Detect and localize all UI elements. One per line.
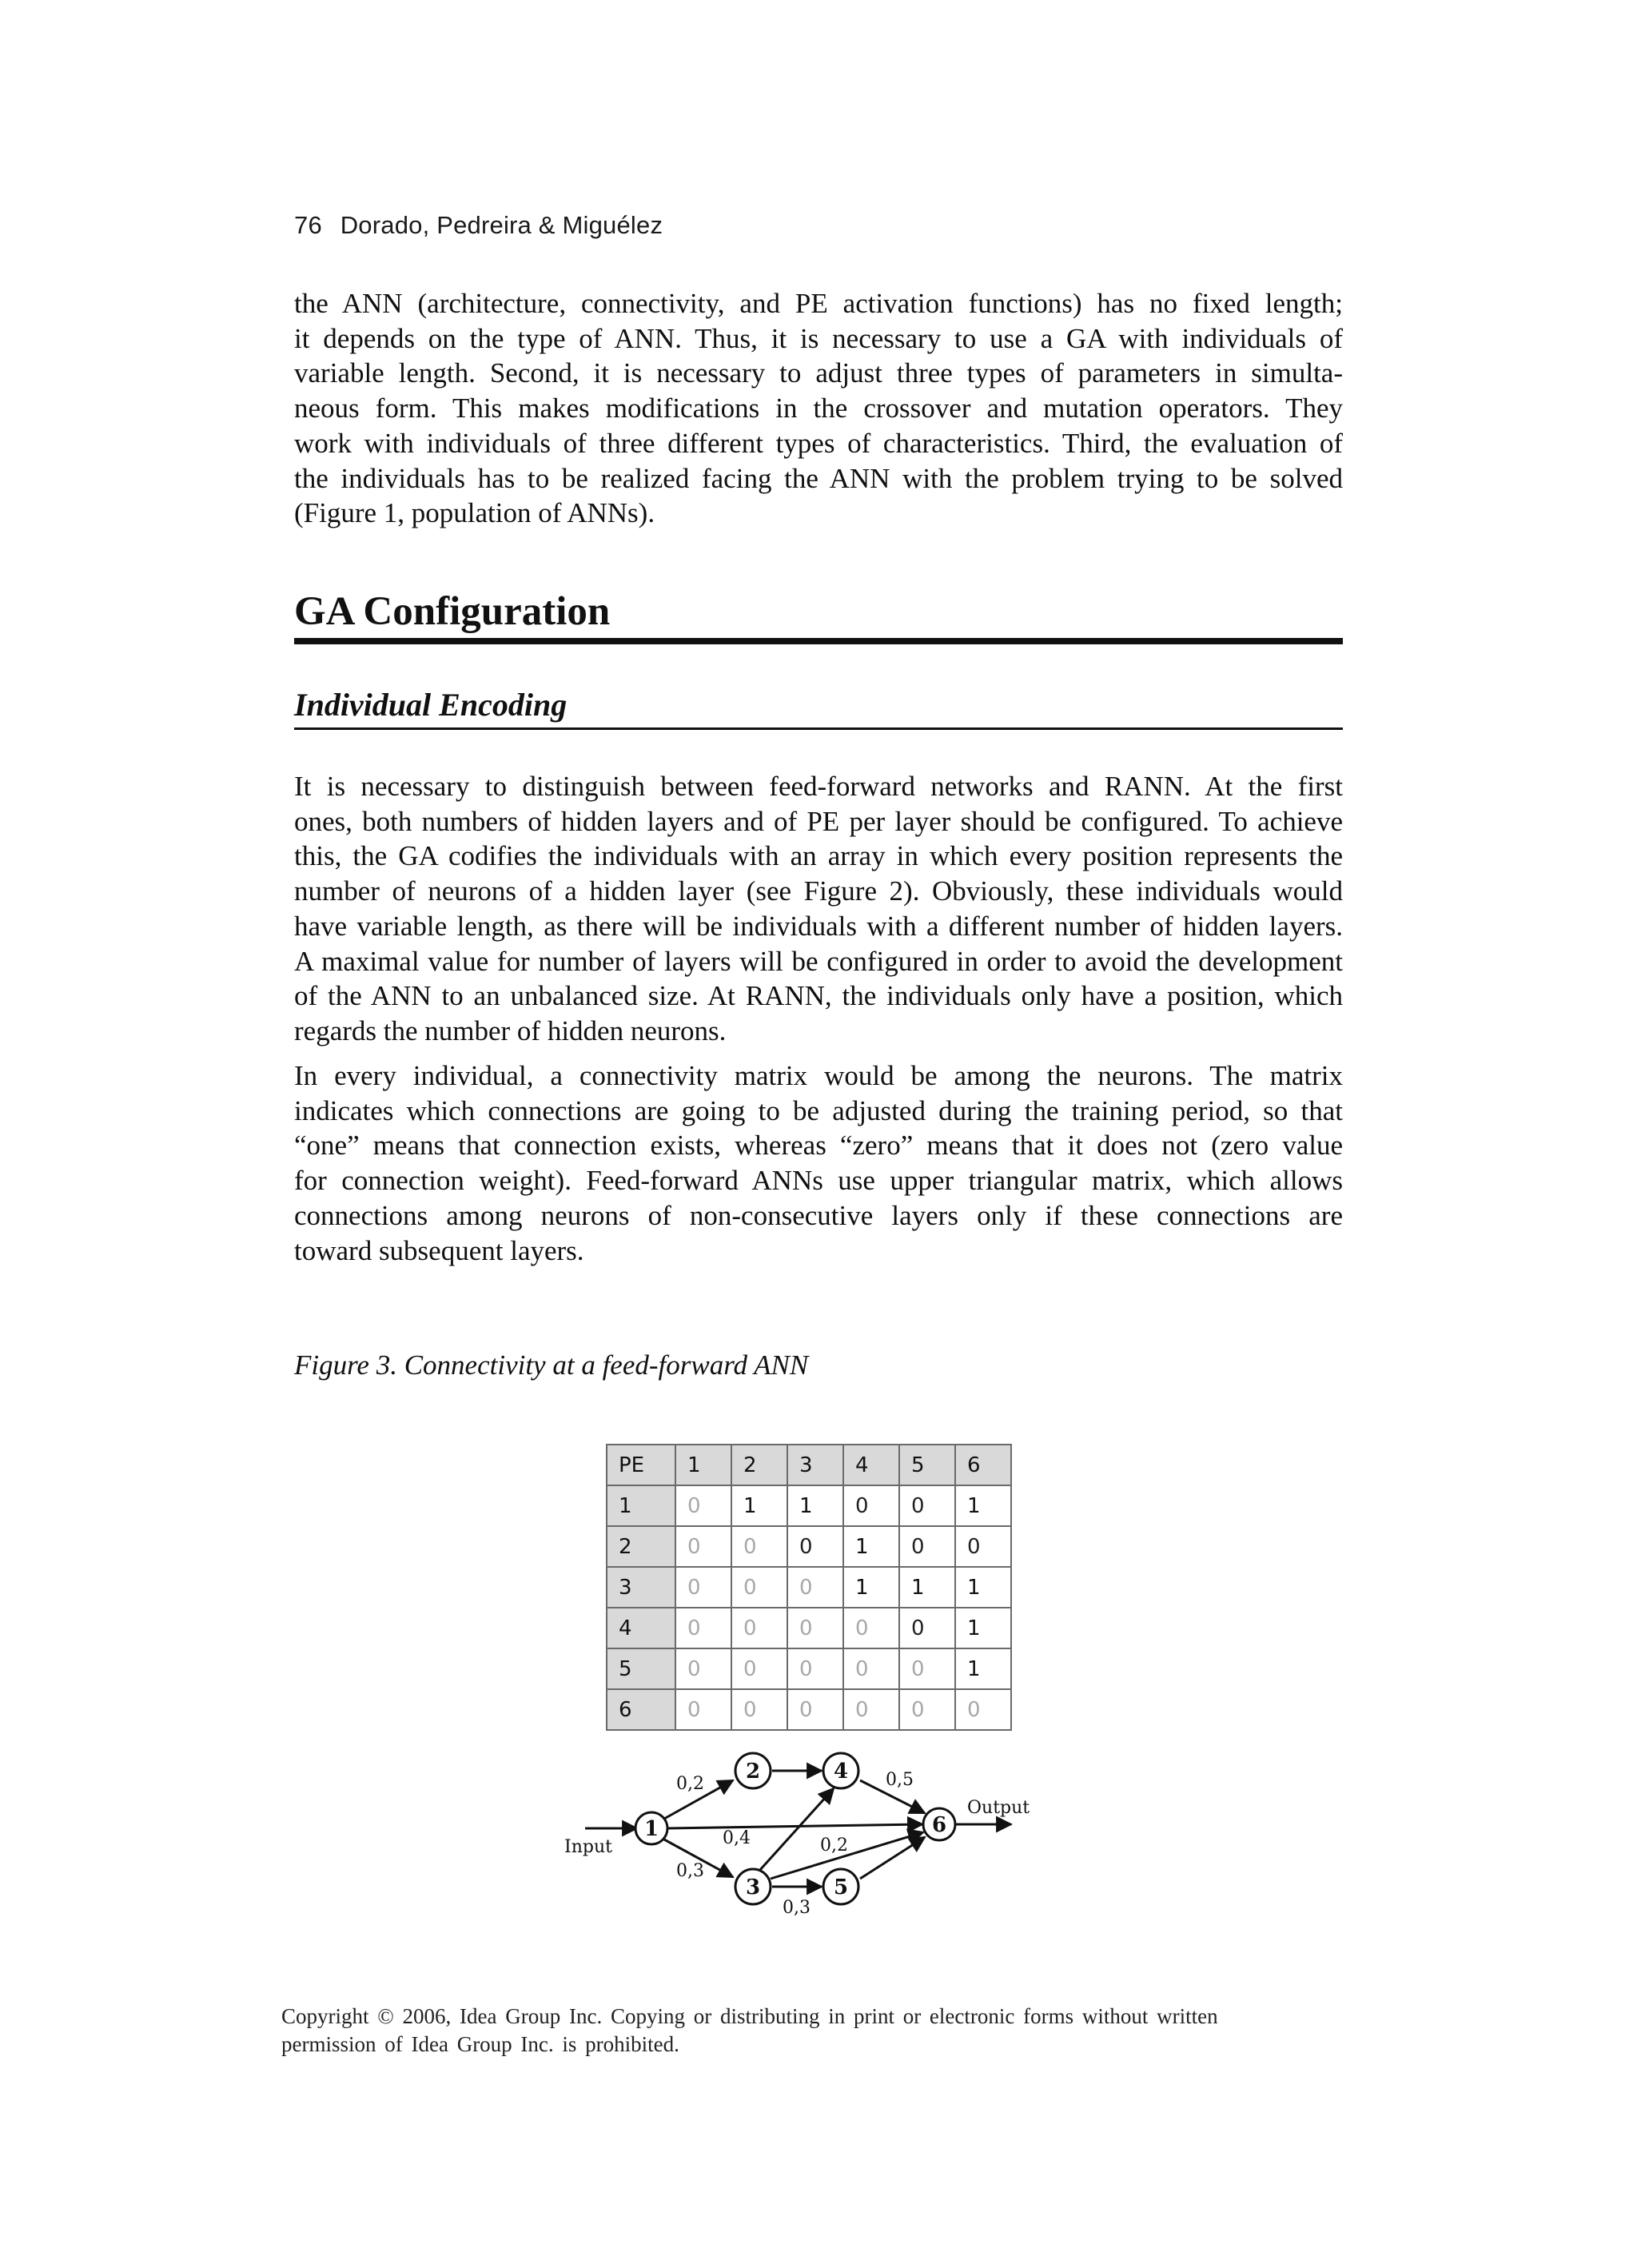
edge-3-4	[759, 1788, 834, 1871]
node-label: 3	[745, 1875, 761, 1899]
matrix-row	[607, 1608, 1011, 1648]
matrix-cell: 0	[899, 1689, 955, 1730]
section-rule	[294, 638, 1343, 644]
matrix-row	[607, 1526, 1011, 1567]
subsection-rule	[294, 727, 1343, 730]
matrix-cell: 1	[955, 1608, 1011, 1648]
weight-label: 0,4	[723, 1828, 751, 1848]
matrix-col-header: 1	[675, 1445, 731, 1485]
matrix-cell: 0	[843, 1485, 899, 1526]
text-line: work with individuals of three different types of characteristics. Third, the evaluation of	[294, 427, 1343, 459]
matrix-col-header: 3	[787, 1445, 843, 1485]
matrix-cell: 1	[843, 1567, 899, 1608]
input-label: Input	[564, 1837, 612, 1857]
matrix-cell: 0	[675, 1526, 731, 1567]
matrix-row-header: 5	[607, 1648, 675, 1689]
matrix-cell: 0	[675, 1689, 731, 1730]
matrix-cell: 0	[955, 1689, 1011, 1730]
text-line: the ANN (architecture, connectivity, and PE activation functions) has no fixed length;	[294, 288, 1343, 319]
text-line: A maximal value for number of layers will be configured in order to avoid the development	[294, 945, 1343, 977]
matrix-cell: 0	[731, 1689, 787, 1730]
page-number: 76	[294, 211, 322, 239]
text-line: the individuals has to be realized facing the ANN with the problem trying to be solved	[294, 462, 1343, 494]
text-line: regards the number of hidden neurons.	[294, 1014, 727, 1046]
text-line: toward subsequent layers.	[294, 1234, 584, 1266]
matrix-cell: 0	[955, 1526, 1011, 1567]
matrix-row-header: 3	[607, 1567, 675, 1608]
weight-label: 0,2	[820, 1836, 848, 1855]
matrix-cell: 0	[675, 1608, 731, 1648]
matrix-cell: 0	[675, 1648, 731, 1689]
edge-5-6	[860, 1837, 925, 1879]
matrix-row-header: 2	[607, 1526, 675, 1567]
subsection-title: Individual Encoding	[294, 687, 568, 723]
running-head	[294, 211, 663, 240]
text-line: have variable length, as there will be individuals with a different number of hidden layers.	[294, 910, 1343, 942]
text-line: variable length. Second, it is necessary to adjust three types of parameters in simulta-	[294, 357, 1343, 389]
matrix-row-header: 6	[607, 1689, 675, 1730]
text-line: ones, both numbers of hidden layers and of PE per layer should be configured. To achieve	[294, 805, 1343, 837]
matrix-row	[607, 1648, 1011, 1689]
matrix-cell: 0	[899, 1485, 955, 1526]
output-label: Output	[967, 1798, 1030, 1818]
body-paragraph-1	[294, 769, 1343, 1049]
text-line: It is necessary to distinguish between feed-forward networks and RANN. At the first	[294, 771, 1343, 802]
matrix-header-row	[607, 1445, 1011, 1485]
matrix-cell: 1	[731, 1485, 787, 1526]
text-line: this, the GA codifies the individuals with an array in which every position represents the	[294, 840, 1343, 872]
matrix-cell: 1	[843, 1526, 899, 1567]
connectivity-matrix	[606, 1444, 1012, 1731]
matrix-cell: 0	[731, 1608, 787, 1648]
text-line: number of neurons of a hidden layer (see Figure 2). Obviously, these individuals would	[294, 875, 1343, 907]
matrix-cell: 0	[843, 1648, 899, 1689]
matrix-cell: 0	[843, 1689, 899, 1730]
matrix-col-header: 5	[899, 1445, 955, 1485]
matrix-col-header: 4	[843, 1445, 899, 1485]
weight-label: 0,3	[783, 1898, 811, 1918]
weight-label: 0,3	[676, 1861, 704, 1881]
text-line: for connection weight). Feed-forward ANNs use upper triangular matrix, which allows	[294, 1165, 1343, 1197]
matrix-cell: 0	[731, 1567, 787, 1608]
matrix-cell: 0	[787, 1689, 843, 1730]
matrix-cell: 1	[955, 1648, 1011, 1689]
matrix-row	[607, 1567, 1011, 1608]
text-line: In every individual, a connectivity matrix would be among the neurons. The matrix	[294, 1060, 1343, 1091]
text-line: (Figure 1, population of ANNs).	[294, 497, 655, 529]
section-title: GA Configuration	[294, 589, 611, 634]
matrix-row-header: 1	[607, 1485, 675, 1526]
text-line: it depends on the type of ANN. Thus, it is necessary to use a GA with individuals of	[294, 322, 1343, 354]
figure-caption: Figure 3. Connectivity at a feed-forward ANN	[294, 1349, 809, 1381]
matrix-cell: 0	[731, 1526, 787, 1567]
text-line: indicates which connections are going to be adjusted during the training period, so that	[294, 1094, 1343, 1126]
matrix-cell: 0	[787, 1567, 843, 1608]
edge-1-6	[667, 1824, 922, 1828]
body-paragraph-2	[294, 1058, 1343, 1268]
matrix-cell: 1	[955, 1485, 1011, 1526]
node-label: 2	[745, 1760, 761, 1784]
matrix-cell: 0	[675, 1567, 731, 1608]
text-line: neous form. This makes modifications in the crossover and mutation operators. They	[294, 393, 1343, 425]
text-line: “one” means that connection exists, whereas “zero” means that it does not (zero value	[294, 1130, 1343, 1162]
node-label: 1	[643, 1817, 659, 1841]
intro-paragraph	[294, 286, 1343, 531]
matrix-row	[607, 1485, 1011, 1526]
node-label: 6	[931, 1813, 947, 1837]
matrix-cell: 0	[731, 1648, 787, 1689]
matrix-col-header: 6	[955, 1445, 1011, 1485]
weight-label: 0,2	[676, 1774, 704, 1794]
matrix-cell: 0	[675, 1485, 731, 1526]
matrix-cell: 1	[899, 1567, 955, 1608]
network-diagram	[552, 1747, 1047, 1923]
matrix-cell: 0	[787, 1608, 843, 1648]
matrix-corner: PE	[607, 1445, 675, 1485]
matrix-col-header: 2	[731, 1445, 787, 1485]
copyright-notice: Copyright © 2006, Idea Group Inc. Copying or distributing in print or electronic forms without written permission of Idea Group Inc. is prohibited.	[281, 2004, 1218, 2056]
weight-label: 0,5	[886, 1770, 914, 1790]
matrix-cell: 0	[843, 1608, 899, 1648]
text-line: of the ANN to an unbalanced size. At RANN, the individuals only have a position, which	[294, 980, 1343, 1012]
matrix-cell: 1	[787, 1485, 843, 1526]
matrix-cell: 0	[899, 1526, 955, 1567]
running-head-authors: Dorado, Pedreira & Miguélez	[340, 211, 663, 239]
matrix-cell: 1	[955, 1567, 1011, 1608]
text-line: connections among neurons of non-consecutive layers only if these connections are	[294, 1199, 1343, 1231]
matrix-row	[607, 1689, 1011, 1730]
matrix-row-header: 4	[607, 1608, 675, 1648]
matrix-cell: 0	[787, 1648, 843, 1689]
matrix-cell: 0	[899, 1608, 955, 1648]
node-label: 4	[833, 1760, 849, 1784]
matrix-cell: 0	[787, 1526, 843, 1567]
matrix-cell: 0	[899, 1648, 955, 1689]
node-label: 5	[833, 1875, 849, 1899]
